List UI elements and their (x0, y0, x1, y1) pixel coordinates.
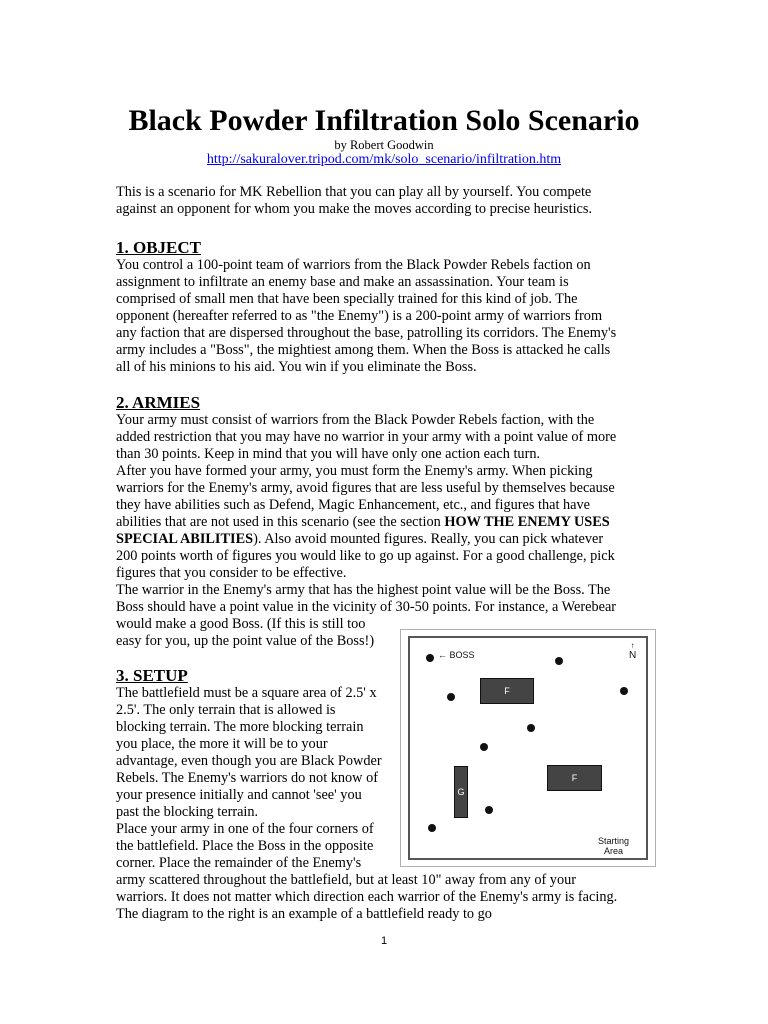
setup-line: you place, the more it will be to your (116, 736, 328, 752)
armies-line: would make a good Boss. (If this is still too (116, 616, 366, 632)
setup-line: Place your army in one of the four corners of (116, 821, 374, 837)
armies-paragraph (116, 412, 656, 650)
enemy-figure-dot (555, 657, 563, 665)
setup-line: Rebels. The Enemy's warriors do not know of (116, 770, 378, 786)
setup-line: The battlefield must be a square area of 2.5' x (116, 685, 377, 701)
setup-line: past the blocking terrain. (116, 804, 259, 820)
intro-line: against an opponent for whom you make the moves according to precise heuristics. (116, 201, 593, 217)
section-reference-bold: HOW THE ENEMY USES (444, 514, 610, 530)
setup-line: 2.5'. The only terrain that is allowed is (116, 702, 336, 718)
armies-text: abilities that are not used in this scenario (see the section (116, 514, 445, 530)
player-figure-dot (428, 824, 436, 832)
object-line: comprised of small men that have been specially trained for this kind of job. The (116, 291, 578, 307)
north-arrow-icon: ↑ (630, 641, 635, 650)
battlefield-border (408, 636, 648, 860)
object-line: assignment to infiltrate an enemy base and make an assassination. Your team is (116, 274, 569, 290)
enemy-figure-dot (447, 693, 455, 701)
blocking-terrain-f: F (480, 678, 534, 704)
starting-area-label (598, 836, 629, 856)
blocking-terrain-f: F (547, 765, 602, 791)
setup-line: your presence initially and cannot 'see' you (116, 787, 362, 803)
section-heading-armies: 2. ARMIES (116, 393, 201, 412)
setup-line: corner. Place the remainder of the Enemy's (116, 855, 362, 871)
armies-text: ). Also avoid mounted figures. Really, you can pick whatever (253, 531, 604, 547)
armies-line: warriors for the Enemy's army, avoid figures that are less useful by themselves because (116, 480, 615, 496)
north-indicator (629, 641, 636, 661)
armies-line: After you have formed your army, you must form the Enemy's army. When picking (116, 463, 593, 479)
setup-line: The diagram to the right is an example of a battlefield ready to go (116, 906, 492, 922)
armies-line: Boss should have a point value in the vicinity of 30-50 points. For instance, a Werebear (116, 599, 617, 615)
armies-line: figures that you consider to be effective. (116, 565, 347, 581)
section-heading-object: 1. OBJECT (116, 238, 202, 257)
starting-area-text: Area (604, 846, 624, 856)
armies-line: added restriction that you may have no warrior in your army with a point value of more (116, 429, 617, 445)
boss-label (438, 650, 475, 660)
north-label: N (629, 650, 637, 661)
setup-paragraph-narrow (116, 685, 406, 872)
author-byline: by Robert Goodwin (334, 138, 434, 152)
setup-paragraph-wide (116, 872, 656, 923)
battlefield-diagram (400, 629, 656, 867)
section-heading-setup: 3. SETUP (116, 666, 188, 685)
boss-figure-dot (426, 654, 434, 662)
source-url-link[interactable]: http://sakuralover.tripod.com/mk/solo_scenario/infiltration.htm (206, 152, 562, 167)
arrow-left-icon: ← (438, 650, 447, 660)
armies-line: 200 points worth of figures you would like to go up against. For a good challenge, pick (116, 548, 615, 564)
enemy-figure-dot (480, 743, 488, 751)
blocking-terrain-g: G (454, 766, 468, 818)
armies-line: than 30 points. Keep in mind that you will have only one action each turn. (116, 446, 541, 462)
object-line: opponent (hereafter referred to as "the Enemy") is a 200-point army of warriors from (116, 308, 603, 324)
object-line: You control a 100-point team of warriors from the Black Powder Rebels faction on (116, 257, 591, 273)
object-line: all of his minions to his aid. You win if you eliminate the Boss. (116, 359, 477, 375)
armies-line: The warrior in the Enemy's army that has the highest point value will be the Boss. The (116, 582, 611, 598)
section-reference-bold: SPECIAL ABILITIES (116, 531, 254, 547)
setup-line: warriors. It does not matter which direction each warrior of the Enemy's army is facing. (116, 889, 618, 905)
enemy-figure-dot (485, 806, 493, 814)
setup-line: army scattered throughout the battlefield, but at least 10" away from any of your (116, 872, 577, 888)
setup-line: advantage, even though you are Black Powder (116, 753, 382, 769)
armies-line: Your army must consist of warriors from the Black Powder Rebels faction, with the (116, 412, 595, 428)
document-title: Black Powder Infiltration Solo Scenario (128, 104, 640, 137)
object-line: army includes a "Boss", the mightiest among them. When the Boss is attacked he calls (116, 342, 611, 358)
setup-line: blocking terrain. The more blocking terrain (116, 719, 364, 735)
boss-text: BOSS (449, 650, 475, 660)
intro-line: This is a scenario for MK Rebellion that you can play all by yourself. You compete (116, 184, 592, 200)
object-paragraph (116, 257, 656, 376)
setup-line: the battlefield. Place the Boss in the opposite (116, 838, 374, 854)
intro-paragraph (116, 184, 656, 218)
armies-line-mixed (116, 514, 656, 531)
page-number: 1 (380, 935, 388, 947)
object-line: any faction that are dispersed throughout the base, patrolling its corridors. The Enemy's (116, 325, 617, 341)
enemy-figure-dot (620, 687, 628, 695)
armies-line-mixed (116, 531, 656, 548)
starting-area-text: Starting (598, 836, 630, 846)
armies-line: they have abilities such as Defend, Magic Enhancement, etc., and figures that have (116, 497, 591, 513)
enemy-figure-dot (527, 724, 535, 732)
armies-line: easy for you, up the point value of the Boss!) (116, 633, 375, 649)
